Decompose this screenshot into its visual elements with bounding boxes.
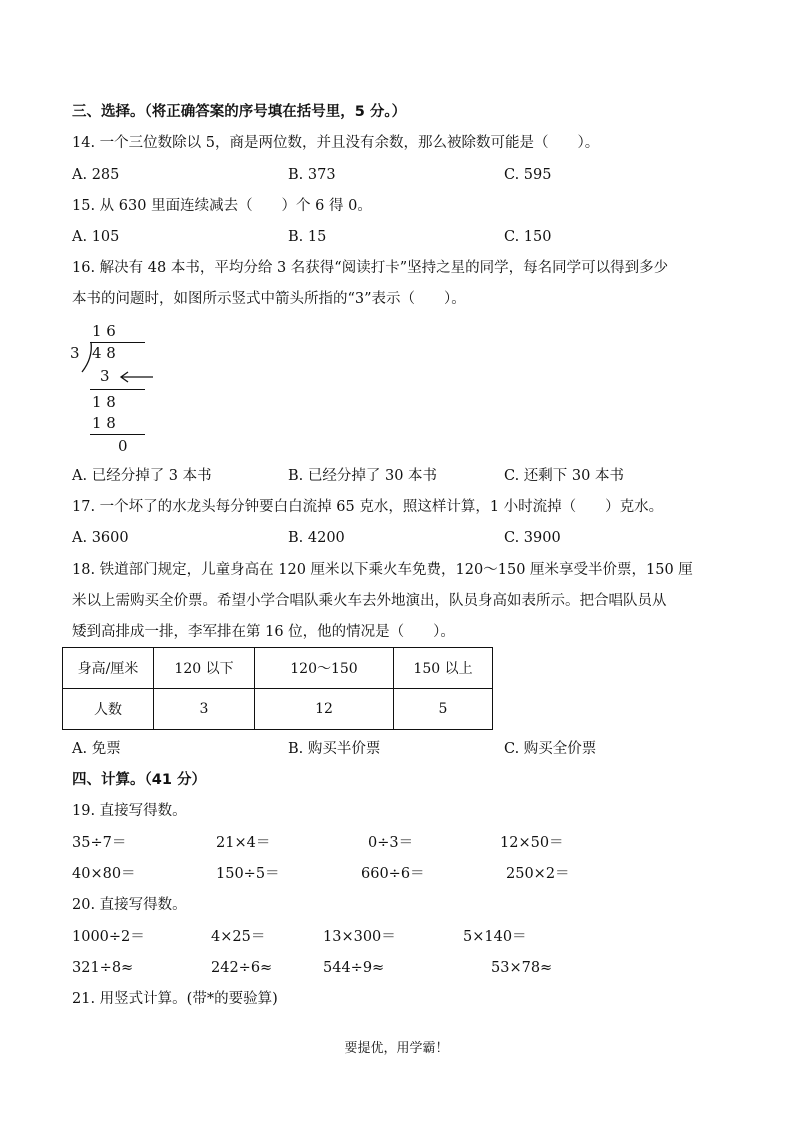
q14-option-c: C. 595 <box>504 167 552 183</box>
calc-item: 12×50＝ <box>500 835 564 851</box>
q15-text: 15. 从 630 里面连续减去（ ）个 6 得 0。 <box>72 198 372 214</box>
table-cell: 人数 <box>63 689 154 730</box>
q17-option-a: A. 3600 <box>72 530 129 546</box>
q16-text-line2: 本书的问题时，如图所示竖式中箭头所指的“3”表示（ ）。 <box>72 291 466 307</box>
calc-item: 544÷9≈ <box>323 960 385 976</box>
calc-item: 321÷8≈ <box>72 960 134 976</box>
q18-text-line1: 18. 铁道部门规定，儿童身高在 120 厘米以下乘火车免费，120～150 厘米享受半价票，150 厘 <box>72 562 693 578</box>
q21-text: 21. 用竖式计算。(带*的要验算) <box>72 991 278 1007</box>
division-final: 0 <box>118 437 128 455</box>
calc-item: 5×140＝ <box>463 929 527 945</box>
q20-text: 20. 直接写得数。 <box>72 897 187 913</box>
calc-item: 21×4＝ <box>216 835 271 851</box>
q18-text-line3: 矮到高排成一排，李军排在第 16 位，他的情况是（ ）。 <box>72 624 455 640</box>
q19-text: 19. 直接写得数。 <box>72 803 187 819</box>
calc-item: 0÷3＝ <box>368 835 414 851</box>
table-cell: 身高/厘米 <box>63 648 154 689</box>
q18-option-a: A. 免票 <box>72 741 121 757</box>
table-cell: 120 以下 <box>154 648 255 689</box>
q17-text: 17. 一个坏了的水龙头每分钟要白白流掉 65 克水，照这样计算，1 小时流掉（ ）克水。 <box>72 499 664 515</box>
division-quotient: 1 6 <box>92 322 116 340</box>
table-header-row <box>63 648 493 689</box>
calc-item: 150÷5＝ <box>216 866 280 882</box>
long-division-figure <box>70 320 160 460</box>
calc-item: 4×25＝ <box>211 929 266 945</box>
q16-option-b: B. 已经分掉了 30 本书 <box>288 468 438 484</box>
division-step2: 1 8 <box>92 414 116 432</box>
q15-option-b: B. 15 <box>288 229 327 245</box>
calc-item: 242÷6≈ <box>211 960 273 976</box>
q15-option-c: C. 150 <box>504 229 552 245</box>
q17-option-c: C. 3900 <box>504 530 561 546</box>
division-divisor: 3 <box>70 344 80 362</box>
calc-item: 35÷7＝ <box>72 835 127 851</box>
arrow-icon <box>118 370 154 384</box>
table-cell: 3 <box>154 689 255 730</box>
table-cell: 120～150 <box>255 648 394 689</box>
q16-option-c: C. 还剩下 30 本书 <box>504 468 624 484</box>
calc-item: 40×80＝ <box>72 866 136 882</box>
division-top-line <box>90 342 145 343</box>
division-line-2 <box>90 389 145 390</box>
division-dividend: 4 8 <box>92 344 116 362</box>
calc-item: 660÷6＝ <box>361 866 425 882</box>
section3-heading: 三、选择。（将正确答案的序号填在括号里，5 分。） <box>72 104 407 120</box>
division-step1: 3 <box>100 367 110 385</box>
q18-text-line2: 米以上需购买全价票。希望小学合唱队乘火车去外地演出，队员身高如表所示。把合唱队员从 <box>72 593 667 609</box>
calc-item: 250×2＝ <box>506 866 570 882</box>
division-remainder1: 1 8 <box>92 393 116 411</box>
q14-text: 14. 一个三位数除以 5，商是两位数，并且没有余数，那么被除数可能是（ ）。 <box>72 135 600 151</box>
division-line-3 <box>90 434 145 435</box>
table-cell: 12 <box>255 689 394 730</box>
table-cell: 150 以上 <box>394 648 493 689</box>
q15-option-a: A. 105 <box>72 229 120 245</box>
table-row <box>63 689 493 730</box>
height-table <box>62 647 493 730</box>
calc-item: 1000÷2＝ <box>72 929 145 945</box>
calc-item: 13×300＝ <box>323 929 396 945</box>
q14-option-b: B. 373 <box>288 167 336 183</box>
q18-option-c: C. 购买全价票 <box>504 741 597 757</box>
table-cell: 5 <box>394 689 493 730</box>
q14-option-a: A. 285 <box>72 167 120 183</box>
section4-heading: 四、计算。（41 分） <box>72 772 206 788</box>
calc-item: 53×78≈ <box>491 960 553 976</box>
q16-text-line1: 16. 解决有 48 本书，平均分给 3 名获得“阅读打卡”坚持之星的同学，每名同学可以得到多少 <box>72 260 669 276</box>
q18-option-b: B. 购买半价票 <box>288 741 381 757</box>
q17-option-b: B. 4200 <box>288 530 345 546</box>
q16-option-a: A. 已经分掉了 3 本书 <box>72 468 212 484</box>
page-footer: 要提优，用学霸！ <box>344 1041 449 1056</box>
